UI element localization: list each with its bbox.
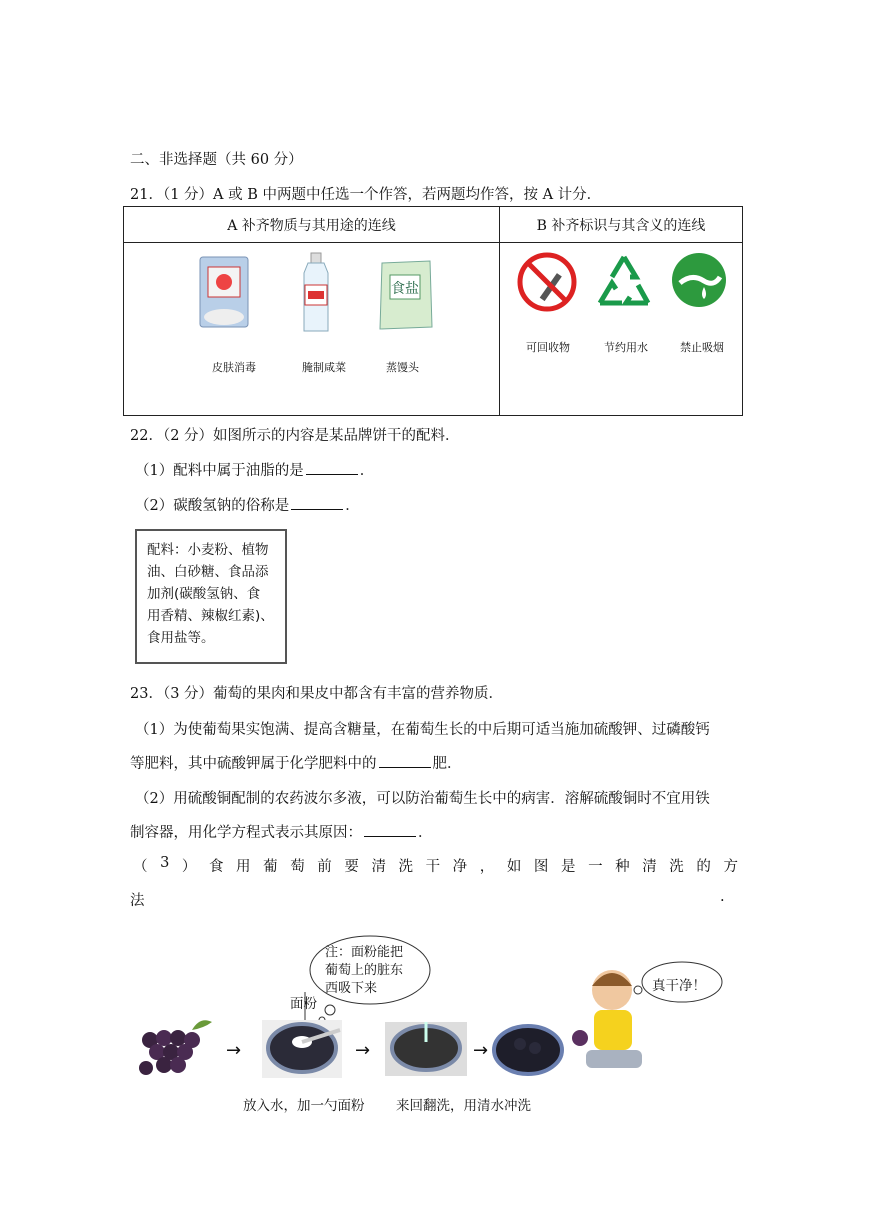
- pot-clean-icon: [494, 1026, 562, 1074]
- b-header: B 补齐标识与其含义的连线: [500, 207, 743, 243]
- arrow-icon: →: [226, 1040, 242, 1061]
- baking-soda-bag-icon: [194, 253, 254, 333]
- section-title: 二、非选择题（共 60 分）: [130, 152, 303, 168]
- answer-blank[interactable]: [364, 822, 416, 837]
- q23-part3-line2: 法: [130, 893, 145, 909]
- svg-text:食盐: 食盐: [391, 281, 419, 297]
- q21-table: [123, 206, 743, 416]
- q23-part3-line1: （ 3 ） 食 用 葡 萄 前 要 清 洗 干 净 ， 如 图 是 一 种 清 洗 的 方: [133, 855, 738, 875]
- recycle-icon: [592, 251, 656, 313]
- meaning-1: 可回收物: [526, 341, 570, 354]
- a-header: A 补齐物质与其用途的连线: [124, 207, 500, 243]
- pot-rinse-icon: [385, 1022, 467, 1076]
- arrow-icon: →: [355, 1040, 371, 1061]
- answer-blank[interactable]: [291, 495, 343, 510]
- b-cell: [500, 243, 743, 416]
- meaning-2: 节约用水: [604, 341, 648, 354]
- q22-stem: 22．（2 分）如图所示的内容是某品牌饼干的配料．: [130, 428, 460, 444]
- no-smoking-icon: [516, 251, 578, 313]
- q23-part1-line2: 等肥料，其中硫酸钾属于化学肥料中的 肥．: [130, 752, 462, 773]
- step2-caption: 来回翻洗，用清水冲洗: [396, 1098, 531, 1114]
- use-2: 腌制咸菜: [302, 361, 346, 374]
- arrow-icon: →: [473, 1040, 489, 1061]
- salt-bag-icon: [376, 257, 436, 333]
- alcohol-bottle-icon: [296, 251, 336, 335]
- ingredients-box: 配料：小麦粉、植物 油、白砂糖、食品添 加剂(碳酸氢钠、食 用香精、辣椒红素)、 食用盐等。: [135, 529, 287, 664]
- answer-blank[interactable]: [379, 753, 431, 768]
- q23-part2-line2: 制容器，用化学方程式表示其原因： ．: [130, 821, 433, 842]
- meaning-3: 禁止吸烟: [680, 341, 724, 354]
- step1-caption: 放入水，加一勺面粉: [243, 1098, 365, 1114]
- q23-part1-line1: （1）为使葡萄果实饱满、提高含糖量，在葡萄生长的中后期可适当施加硫酸钾、过磷酸钙: [135, 722, 710, 738]
- q23-part2-line1: （2）用硫酸铜配制的农药波尔多液，可以防治葡萄生长中的病害．溶解硫酸铜时不宜用铁: [135, 791, 710, 807]
- a-cell: [124, 243, 500, 416]
- q23-part3-end: .: [720, 889, 725, 905]
- use-3: 蒸馒头: [386, 361, 419, 374]
- water-saving-icon: [670, 251, 728, 309]
- flour-label: 面粉: [290, 996, 317, 1012]
- kid-bubble-text: 真干净！: [652, 978, 706, 994]
- kid-icon: [572, 970, 642, 1068]
- answer-blank[interactable]: [306, 460, 358, 475]
- use-1: 皮肤消毒: [212, 361, 256, 374]
- flow-illustration: [130, 930, 740, 1090]
- q22-part1: （1）配料中属于油脂的是 ．: [135, 459, 374, 480]
- grapes-icon: [139, 1020, 212, 1075]
- q21-stem: 21．（1 分）A 或 B 中两题中任选一个作答，若两题均作答，按 A 计分．: [130, 187, 602, 203]
- q22-part2: （2）碳酸氢钠的俗称是 ．: [135, 494, 360, 515]
- bubble-note: 注：面粉能把 葡萄上的脏东 西吸下来: [325, 945, 404, 996]
- q23-stem: 23．（3 分）葡萄的果肉和果皮中都含有丰富的营养物质．: [130, 686, 504, 702]
